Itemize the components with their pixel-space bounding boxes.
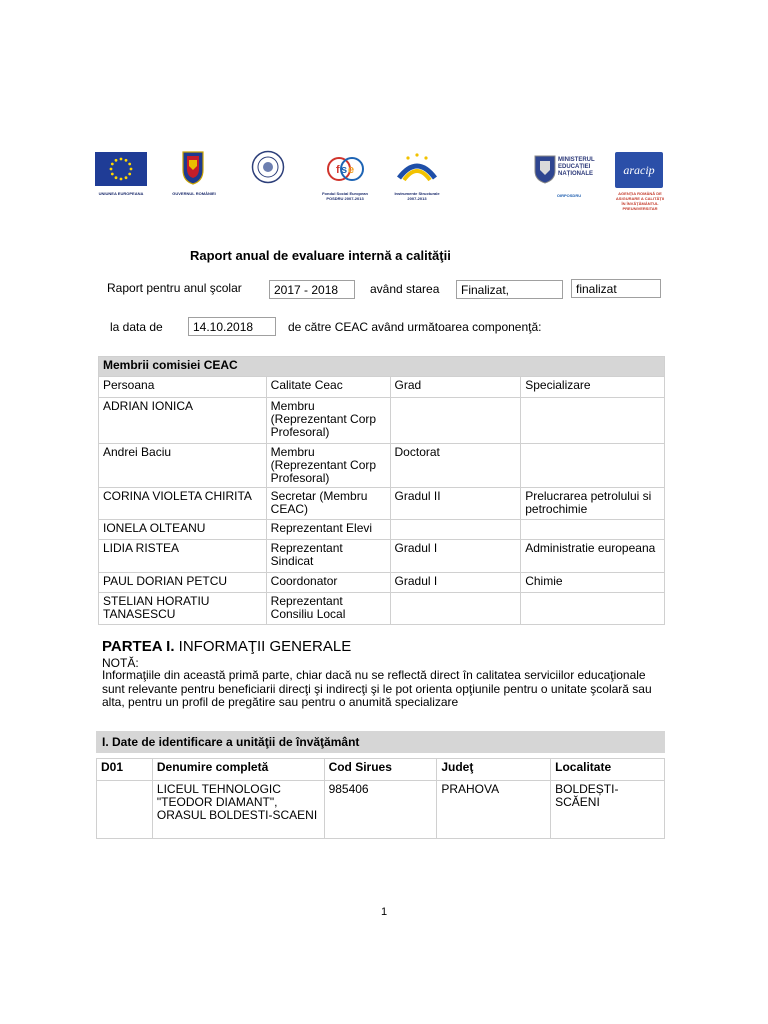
table-cell: Reprezentant Consiliu Local bbox=[266, 593, 390, 625]
fse-logo-icon bbox=[323, 152, 369, 191]
table-cell: LIDIA RISTEA bbox=[99, 540, 267, 573]
table-cell: STELIAN HORATIU TANASESCU bbox=[99, 593, 267, 625]
table-cell: Chimie bbox=[521, 573, 665, 593]
table-cell: ADRIAN IONICA bbox=[99, 398, 267, 444]
note-paragraph: Informaţiile din această primă parte, chiar dacă nu se reflectă direct în calitatea serviciilor educaţionale sunt relevante pentru beneficiarii direcţi şi indirecţi şi le pot orienta opţiunile pentru o unitate şcolară sau alta, pentru un profil de pregătire sau pentru o anumită specializare bbox=[102, 668, 652, 709]
table-cell bbox=[521, 444, 665, 488]
part-heading-number: PARTEA I. bbox=[102, 638, 175, 655]
year-field: 2017 - 2018 bbox=[269, 280, 355, 299]
ceac-header-row bbox=[99, 377, 665, 398]
table-cell: Gradul I bbox=[390, 573, 521, 593]
table-cell: 985406 bbox=[324, 781, 437, 839]
table-row bbox=[99, 593, 665, 625]
fse-caption: Fondul Social European POSDRU 2007-2013 bbox=[322, 191, 368, 201]
logo-eu bbox=[95, 152, 147, 186]
seal-icon bbox=[251, 150, 285, 189]
ceac-members-table bbox=[98, 356, 665, 625]
column-header: Denumire completă bbox=[152, 759, 324, 781]
table-cell: Secretar (Membru CEAC) bbox=[266, 488, 390, 520]
table-cell: Gradul II bbox=[390, 488, 521, 520]
part-heading bbox=[102, 638, 351, 655]
eu-caption: UNIUNEA EUROPEANA bbox=[98, 191, 144, 196]
table-cell: Membru (Reprezentant Corp Profesoral) bbox=[266, 398, 390, 444]
year-label: Raport pentru anul şcolar bbox=[107, 281, 242, 295]
table-cell bbox=[390, 593, 521, 625]
column-header: Grad bbox=[390, 377, 521, 398]
identification-header-row bbox=[97, 759, 665, 781]
oirposdru-caption: OIRPOSDRU bbox=[556, 193, 582, 198]
table-row bbox=[99, 520, 665, 540]
table-cell: Reprezentant Elevi bbox=[266, 520, 390, 540]
table-cell: Coordonator bbox=[266, 573, 390, 593]
report-title: Raport anual de evaluare internă a calităţii bbox=[190, 248, 451, 263]
table-row bbox=[99, 573, 665, 593]
ceac-title-row bbox=[99, 357, 665, 377]
table-cell bbox=[521, 520, 665, 540]
date-field: 14.10.2018 bbox=[188, 317, 276, 336]
status-label: având starea bbox=[370, 282, 440, 296]
table-row bbox=[99, 488, 665, 520]
table-row bbox=[99, 398, 665, 444]
svg-text:s: s bbox=[341, 164, 348, 176]
part-heading-title: INFORMAŢII GENERALE bbox=[174, 638, 352, 655]
table-row bbox=[99, 444, 665, 488]
table-cell: CORINA VIOLETA CHIRITA bbox=[99, 488, 267, 520]
composition-label: de către CEAC având următoarea componenţă: bbox=[288, 320, 542, 334]
column-header: Cod Sirues bbox=[324, 759, 437, 781]
table-cell: Gradul I bbox=[390, 540, 521, 573]
table-cell: PRAHOVA bbox=[437, 781, 551, 839]
romanian-coat-of-arms-icon bbox=[180, 150, 206, 191]
eu-stars-icon bbox=[95, 152, 147, 186]
section-title-bar: I. Date de identificare a unităţii de învăţământ bbox=[96, 731, 665, 753]
status-field-2: finalizat bbox=[571, 279, 661, 298]
aracip-logo-text: aracip bbox=[623, 163, 655, 177]
table-cell: Membru (Reprezentant Corp Profesoral) bbox=[266, 444, 390, 488]
table-row bbox=[97, 781, 665, 839]
table-cell bbox=[390, 520, 521, 540]
status-field-1: Finalizat, bbox=[456, 280, 563, 299]
table-row bbox=[99, 540, 665, 573]
table-cell: IONELA OLTEANU bbox=[99, 520, 267, 540]
structural-instruments-icon bbox=[395, 150, 439, 191]
identification-table bbox=[96, 758, 665, 839]
table-cell bbox=[521, 593, 665, 625]
column-header: Specializare bbox=[521, 377, 665, 398]
note-label: NOTĂ: bbox=[102, 656, 139, 670]
column-header: Localitate bbox=[551, 759, 665, 781]
table-cell: Doctorat bbox=[390, 444, 521, 488]
table-cell: Reprezentant Sindicat bbox=[266, 540, 390, 573]
svg-text:e: e bbox=[348, 164, 355, 176]
gov-caption: GUVERNUL ROMÂNIEI bbox=[172, 191, 216, 196]
aracip-logo bbox=[615, 152, 663, 188]
ministry-crest-icon bbox=[532, 154, 558, 189]
column-header: Persoana bbox=[99, 377, 267, 398]
table-cell: Administratie europeana bbox=[521, 540, 665, 573]
table-cell bbox=[521, 398, 665, 444]
aracip-caption: AGENȚIA ROMÂNĂ DE ASIGURARE A CALITĂȚII ÎN ÎNVĂȚĂMÂNTUL PREUNIVERSITAR bbox=[615, 191, 665, 211]
table-cell: LICEUL TEHNOLOGIC "TEODOR DIAMANT", ORASUL BOLDESTI-SCAENI bbox=[152, 781, 324, 839]
page-number: 1 bbox=[380, 906, 388, 918]
column-header: Calitate Ceac bbox=[266, 377, 390, 398]
ministry-name: MINISTERUL EDUCAȚIEI NAȚIONALE bbox=[558, 157, 595, 177]
date-label: la data de bbox=[110, 320, 163, 334]
ceac-table-title: Membrii comisiei CEAC bbox=[99, 357, 665, 377]
table-cell: BOLDEȘTI-SCĂENI bbox=[551, 781, 665, 839]
is-caption: Instrumente Structurale 2007-2013 bbox=[394, 191, 440, 201]
table-cell: Andrei Baciu bbox=[99, 444, 267, 488]
column-header: D01 bbox=[97, 759, 153, 781]
table-cell bbox=[390, 398, 521, 444]
svg-text:f: f bbox=[336, 164, 340, 176]
column-header: Judeţ bbox=[437, 759, 551, 781]
table-cell bbox=[97, 781, 153, 839]
table-cell: Prelucrarea petrolului si petrochimie bbox=[521, 488, 665, 520]
table-cell: PAUL DORIAN PETCU bbox=[99, 573, 267, 593]
